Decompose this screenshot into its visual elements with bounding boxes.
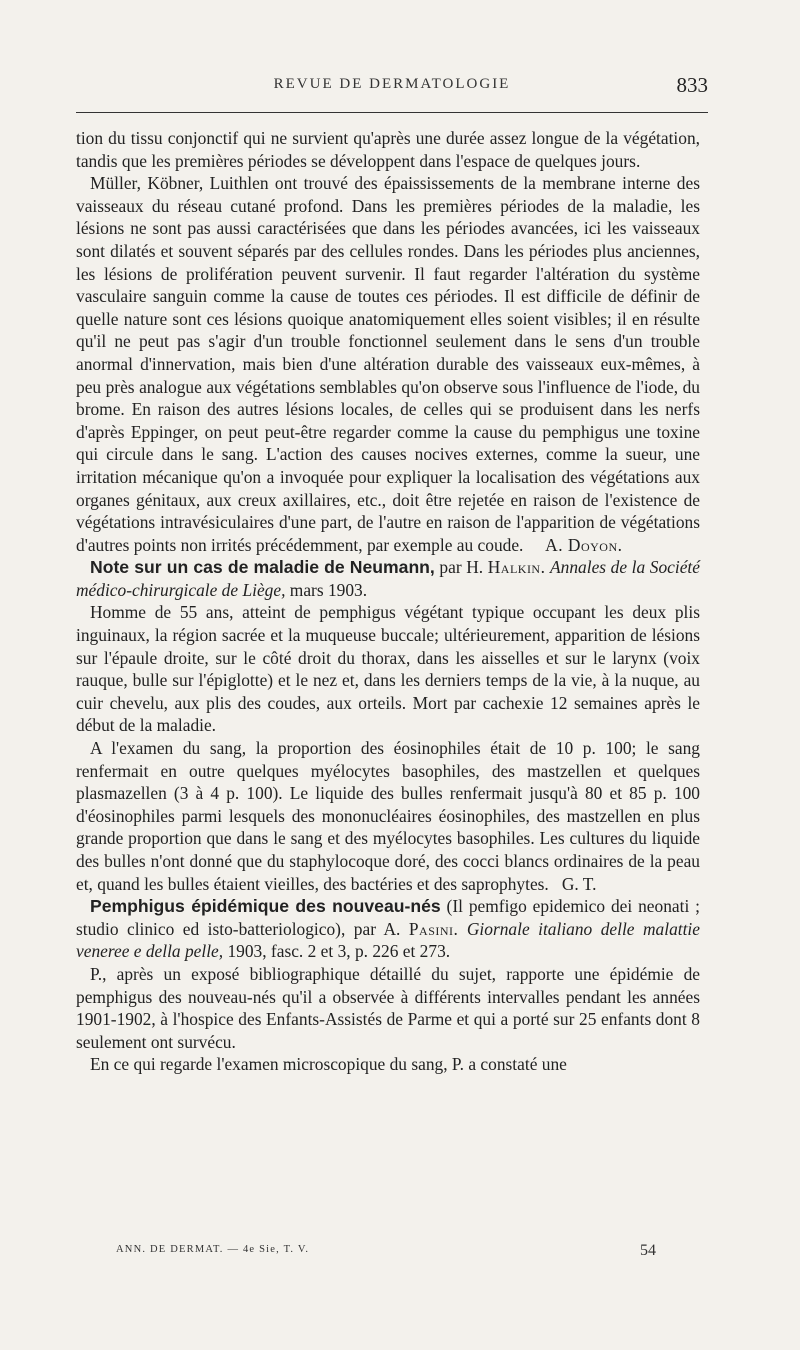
article1-signature: A. Doyon. [545, 534, 623, 555]
article3-by: par A. [353, 918, 401, 939]
article3-heading [76, 895, 700, 963]
page-footer [116, 1240, 656, 1264]
article3-journal: Giornale italiano delle malattie veneree e della pelle, [76, 918, 700, 962]
article3-paragraph-1: P., après un exposé bibliographique détaillé du sujet, rapporte une épidémie de pemphigus des nouveau-nés qu'il a observée à différents intervalles pendant les années 1901-1902, à l'hospice des Enfants-Assistés de Parme et qui a porté sur 25 enfants dont 8 seulement ont survécu. [76, 963, 700, 1052]
article1-paragraph-2-text: Müller, Köbner, Luithlen ont trouvé des épaississements de la membrane interne des vaisseaux du réseau cutané profond. Dans les premières périodes de la maladie, les lésions ne sont pas aussi caractérisées que dans les périodes avancées, ici les vaisseaux sont dilatés et souvent séparés par des cellules rondes. Dans les périodes plus anciennes, les lésions de prolifération peuvent survenir. Il faut regarder l'altération du système vasculaire sanguin comme la cause de toutes ces périodes. Il est difficile de définir de quelle nature sont ces lésions quoique anatomiquement elles soient visibles; il en résulte qu'il ne peut pas s'agir d'un trouble fonctionnel seulement dans le sens d'un trouble anormal d'innervation, mais bien d'une altération durable des vaisseaux eux-mêmes, à peu près analogue aux végétations semblables qu'on observe sous l'influence de l'iode, du brome. En raison des autres lésions locales, de celles qui se produisent dans les nerfs d'après Eppinger, on peut peut-être regarder comme la cause du pemphigus une toxine qui circule dans le sang. L'action des causes nocives externes, comme la sueur, une irritation mécanique qu'on a invoquée pour expliquer la localisation des végétations aux organes génitaux, aux creux axillaires, etc., doit être rejetée en raison de l'existence de végétations intravésiculaires d'une part, de l'autre en raison de l'apparition de végétations d'autres points non irrités précédemment, par exemple au coude. [76, 173, 700, 555]
article1-paragraph-2 [76, 172, 700, 556]
article2-date: mars 1903. [289, 579, 368, 600]
article3-title: Pemphigus épidémique des nouveau-nés [90, 896, 441, 917]
article3-citation: 1903, fasc. 2 et 3, p. 226 et 273. [227, 941, 451, 962]
article2-paragraph-2-text: A l'examen du sang, la proportion des éosinophiles était de 10 p. 100; le sang renfermait en outre quelques myélocytes basophiles, des mastzellen et quelques plasmazellen (3 à 4 p. 100). Le liquide des bulles renfermait jusqu'à 80 et 85 p. 100 d'éosinophiles parmi lesquels des mononucléaires éosinophiles, des mastzellen en plus grande proportion que dans le sang et des myélocytes basophiles. Les cultures du liquide des bulles n'ont donné que du staphylocoque doré, des cocci blancs ordinaires de la peau et, quand les bulles étaient vieilles, des bactéries et des saprophytes. [76, 738, 700, 894]
article2-paragraph-2 [76, 737, 700, 895]
header-rule [76, 112, 708, 113]
article1-paragraph-1: tion du tissu conjonctif qui ne survient qu'après une durée assez longue de la végétation, tandis que les premières périodes se développent dans l'espace de quelques jours. [76, 128, 700, 171]
running-title: REVUE DE DERMATOLOGIE [273, 76, 511, 92]
footer-citation: ANN. DE DERMAT. — 4e Sie, T. V. [116, 1244, 310, 1255]
page-number: 833 [676, 73, 708, 97]
article2-paragraph-1: Homme de 55 ans, atteint de pemphigus végétant typique occupant les deux plis inguinaux, la région sacrée et la muqueuse buccale; ultérieurement, apparition de lésions sur l'épaule droite, sur le côté droit du thorax, dans les aisselles et sur le larynx (voix rauque, bulle sur l'épiglotte) et le nez et, dans les derniers temps de la vie, à la nuque, au cuir chevelu, aux plis des coudes, aux orteils. Mort par cachexie 12 semaines après le début de la maladie. [76, 602, 700, 736]
article3-paragraph-2: En ce qui regarde l'examen microscopique du sang, P. a constaté une [90, 1054, 567, 1075]
article2-title: Note sur un cas de maladie de Neumann, [90, 557, 435, 578]
page-body [76, 127, 700, 1076]
signature-mark: 54 [640, 1242, 656, 1259]
article2-signature: G. T. [561, 873, 597, 894]
article2-heading [76, 556, 700, 601]
article3-author: Pasini. [408, 918, 459, 939]
page-header [76, 73, 708, 102]
article2-by: par H. [439, 557, 484, 578]
article2-author: Halkin. [487, 557, 546, 578]
article2-journal: Annales de la Société médico-chirurgicale de Liège, [76, 557, 700, 600]
article3-original-title: (Il pemfigo epidemico dei neonati ; studio clinico ed isto-batteriologico), [76, 896, 700, 939]
